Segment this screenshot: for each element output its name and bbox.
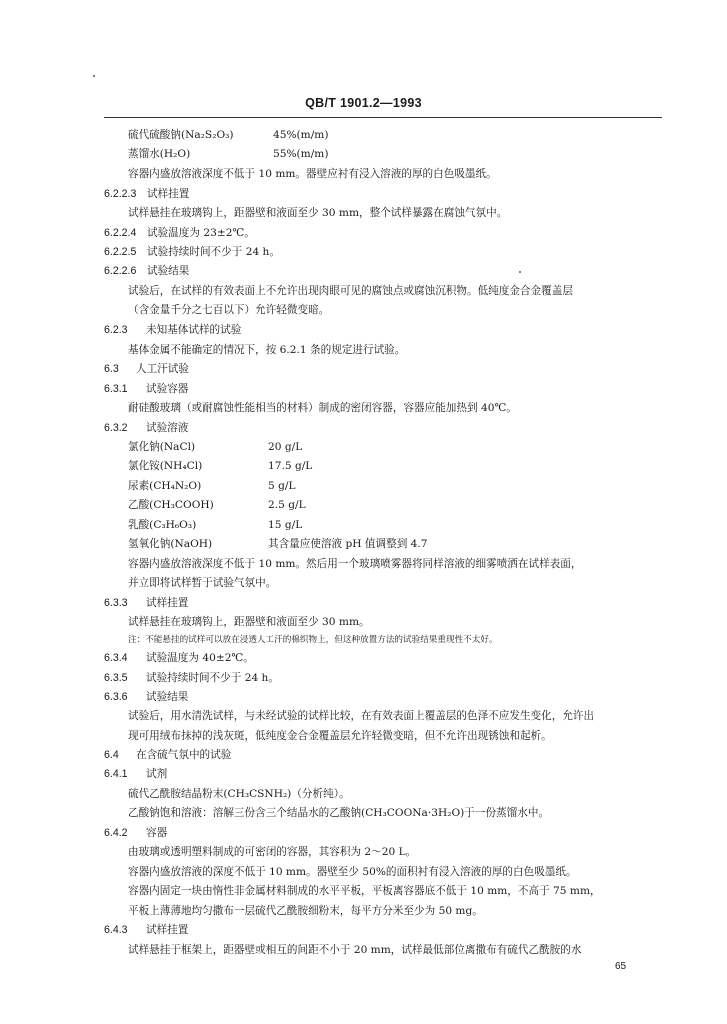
- section-number: 6.4.2: [104, 827, 128, 839]
- body-line: 平板上薄薄地均匀撒布一层硫代乙酰胺细粉末，每平方分米至少为 50 mg。: [128, 905, 483, 917]
- section-heading: 未知基体试样的试验: [146, 324, 242, 336]
- section-heading: 容器: [146, 827, 168, 839]
- section-heading: 试验结果: [147, 265, 190, 277]
- body-line: 氯化钠(NaCl): [128, 441, 196, 453]
- header-rule: [104, 117, 662, 118]
- standard-number-header: QB/T 1901.2—1993: [305, 96, 422, 110]
- section-heading: 试验持续时间不少于 24 h。: [146, 672, 279, 684]
- section-heading: 试样挂置: [147, 188, 190, 200]
- section-number: 6.2.2.4: [104, 227, 137, 239]
- body-line: 试样悬挂于框架上，距器壁或相互的间距不小于 20 mm，试样最低部位离撒布有硫代乙酰胺的水: [128, 944, 582, 956]
- component-value: 17.5 g/L: [268, 460, 313, 472]
- component-value: 20 g/L: [268, 441, 303, 453]
- body-line: 基体金属不能确定的情况下，按 6.2.1 条的规定进行试验。: [128, 344, 406, 356]
- section-heading: 人工汗试验: [136, 363, 189, 375]
- section-number: 6.4.3: [104, 924, 128, 936]
- body-line: 由玻璃或透明塑料制成的可密闭的容器，其容积为 2～20 L。: [128, 846, 417, 858]
- section-number: 6.2.2.6: [104, 265, 137, 277]
- body-line: 试样悬挂在玻璃钩上，距器壁和液面至少 30 mm，整个试样暴露在腐蚀气氛中。: [128, 207, 508, 219]
- section-heading: 试验温度为 40±2℃。: [146, 652, 254, 664]
- body-line: 现可用绒布抹掉的浅灰斑，低纯度金合金覆盖层允许轻微变暗，但不允许出现锈蚀和起析。: [128, 730, 552, 742]
- page-number: 65: [615, 961, 627, 972]
- section-number: 6.4.1: [104, 768, 128, 780]
- section-heading: 试验结果: [146, 691, 189, 703]
- section-number: 6.3.2: [104, 422, 128, 434]
- component-value: 5 g/L: [268, 480, 296, 492]
- body-line: 容器内盛放溶液深度不低于 10 mm。器壁应衬有浸入溶液的厚的白色吸墨纸。: [128, 168, 497, 180]
- section-number: 6.2.2.5: [104, 246, 137, 258]
- body-line: 硫代乙酰胺结晶粉末(CH₃CSNH₂)（分析纯）。: [128, 788, 350, 800]
- section-heading: 试验容器: [146, 383, 189, 395]
- section-number: 6.3: [104, 363, 119, 375]
- body-line: 容器内盛放溶液深度不低于 10 mm。然后用一个玻璃喷雾器将同样溶液的细雾喷洒在试样表面，: [128, 558, 582, 570]
- body-line: 乳酸(C₃H₆O₃): [128, 519, 197, 531]
- component-value: 15 g/L: [268, 519, 303, 531]
- section-number: 6.3.3: [104, 597, 128, 609]
- component-value: 55%(m/m): [273, 148, 329, 160]
- body-line: 试验后，用水清洗试样，与未经试验的试样比较，在有效表面上覆盖层的色泽不应发生变化，允许出: [128, 710, 595, 722]
- body-line: 氢氧化钠(NaOH): [128, 538, 213, 550]
- section-number: 6.4: [104, 749, 119, 761]
- section-heading: 试样挂置: [146, 924, 189, 936]
- section-heading: 试验溶液: [146, 422, 189, 434]
- section-number: 6.3.1: [104, 383, 128, 395]
- section-number: 6.2.3: [104, 324, 128, 336]
- component-value: 45%(m/m): [273, 129, 329, 141]
- body-line: 尿素(CH₄N₂O): [128, 480, 202, 492]
- section-heading: 在含硫气氛中的试验: [136, 749, 232, 761]
- body-line: （含金量千分之七百以下）允许轻微变暗。: [128, 304, 330, 316]
- section-heading: 试样挂置: [146, 597, 189, 609]
- body-line: 试样悬挂在玻璃钩上，距器壁和液面至少 30 mm。: [128, 616, 370, 628]
- scan-speck: [93, 75, 95, 77]
- body-line: 硫代硫酸钠(Na₂S₂O₃): [128, 129, 234, 141]
- body-line: 并立即将试样暂于试验气氛中。: [128, 577, 277, 589]
- section-number: 6.3.6: [104, 691, 128, 703]
- section-number: 6.2.2.3: [104, 188, 137, 200]
- component-value: 2.5 g/L: [268, 499, 306, 511]
- section-heading: 试验温度为 23±2℃。: [147, 227, 255, 239]
- body-line: 氯化铵(NH₄Cl): [128, 460, 203, 472]
- body-line: 容器内盛放溶液的深度不低于 10 mm。器壁至少 50%的面积衬有浸入溶液的厚的白色吸墨纸。: [128, 866, 577, 878]
- section-heading: 试验持续时间不少于 24 h。: [147, 246, 280, 258]
- section-number: 6.3.5: [104, 672, 128, 684]
- section-heading: 试剂: [146, 768, 168, 780]
- body-line: 试验后，在试样的有效表面上不允许出现肉眼可见的腐蚀点或腐蚀沉积物。低纯度金合金覆盖层: [128, 285, 573, 297]
- scan-speck: [519, 271, 521, 273]
- body-line: 耐硅酸玻璃（或耐腐蚀性能相当的材料）制成的密闭容器，容器应能加热到 40℃。: [128, 402, 517, 414]
- note-text: 注：不能悬挂的试样可以放在浸透人工汗的棉织物上，但这种放置方法的试验结果重现性不太好。: [128, 635, 498, 645]
- body-line: 蒸馏水(H₂O): [128, 148, 191, 160]
- body-line: 乙酸钠饱和溶液：溶解三份含三个结晶水的乙酸钠(CH₃COONa·3H₂O)于一份蒸馏水中。: [128, 807, 550, 819]
- section-number: 6.3.4: [104, 652, 128, 664]
- body-line: 容器内固定一块由惰性非金属材料制成的水平平板，平板离容器底不低于 10 mm，不高于 75 mm，: [128, 885, 601, 897]
- component-value: 其含量应使溶液 pH 值调整到 4.7: [268, 538, 428, 550]
- body-line: 乙酸(CH₃COOH): [128, 499, 214, 511]
